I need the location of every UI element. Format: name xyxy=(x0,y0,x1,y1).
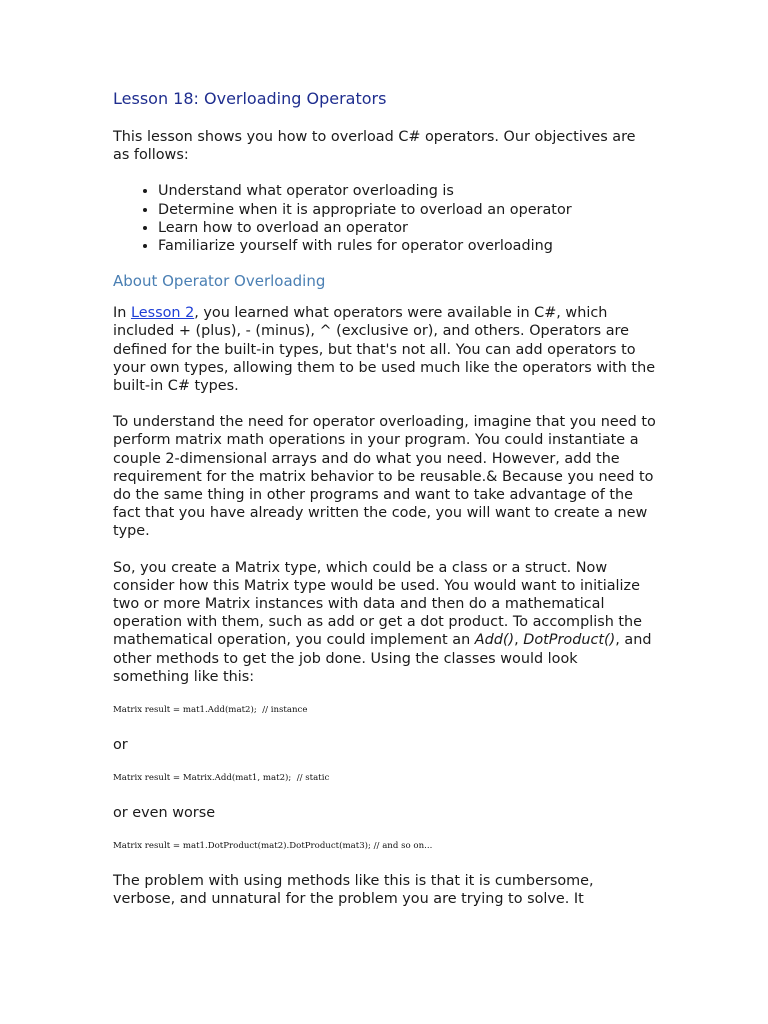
or-text: or xyxy=(113,737,128,754)
para-text: In xyxy=(113,305,131,322)
code-sample-static: Matrix result = Matrix.Add(mat1, mat2); // static xyxy=(113,773,330,784)
objectives-list xyxy=(113,182,656,255)
code-sample-instance: Matrix result = mat1.Add(mat2); // instance xyxy=(113,705,308,716)
lesson-title: Lesson 18: Overloading Operators xyxy=(113,89,387,108)
paragraph-matrix-need: To understand the need for operator overloading, imagine that you need to perform matrix math operations in your program. You could instantiate a couple 2-dimensional arrays and do what you need. However, add the requirement for the matrix behavior to be reusable.& Because you need to do the same thing in other programs and want to take advantage of the fact that you have already written the code, you will want to create a new type. xyxy=(113,414,656,540)
para-text: So, you create a Matrix type, which could be a class or a struct. Now consider how this Matrix type would be used. You would want to initialize two or more Matrix instances with data and then do a mathematical operation with them, such as add or get a dot product. To accomplish the mathematical operation, you could implement an xyxy=(113,559,643,649)
objective-item: • Learn how to overload an operator xyxy=(158,219,656,237)
para-text: , you learned what operators were available in C#, which included + (plus), - (minus), ^ (exclusive or), and others. Operators are defined for the built-in types, but that's not all. You can add operators to your own types, allowing them to be used much like the operators with the built-in C# types. xyxy=(113,305,656,395)
paragraph-operators xyxy=(113,304,656,395)
objective-item: • Determine when it is appropriate to overload an operator xyxy=(158,201,656,219)
method-name: DotProduct() xyxy=(523,632,616,649)
paragraph-problem: The problem with using methods like this is that it is cumbersome, verbose, and unnatural for the problem you are trying to solve. It xyxy=(113,873,594,908)
or-even-worse-text: or even worse xyxy=(113,805,216,822)
para-text: , and other methods to get the job done. Using the classes would look something like this: xyxy=(113,632,652,685)
lesson-2-link[interactable]: Lesson 2 xyxy=(130,305,195,322)
code-sample-dotproduct: Matrix result = mat1.DotProduct(mat2).DotProduct(mat3); // and so on... xyxy=(113,841,433,852)
objective-item: • Familiarize yourself with rules for operator overloading xyxy=(158,237,656,255)
intro-paragraph: This lesson shows you how to overload C# operators. Our objectives are as follows: xyxy=(113,129,636,164)
objective-item: • Understand what operator overloading is xyxy=(158,182,656,200)
paragraph-matrix-type xyxy=(113,559,656,686)
method-name: Add() xyxy=(474,632,515,649)
section-heading: About Operator Overloading xyxy=(113,272,326,291)
para-text: , xyxy=(514,632,524,649)
